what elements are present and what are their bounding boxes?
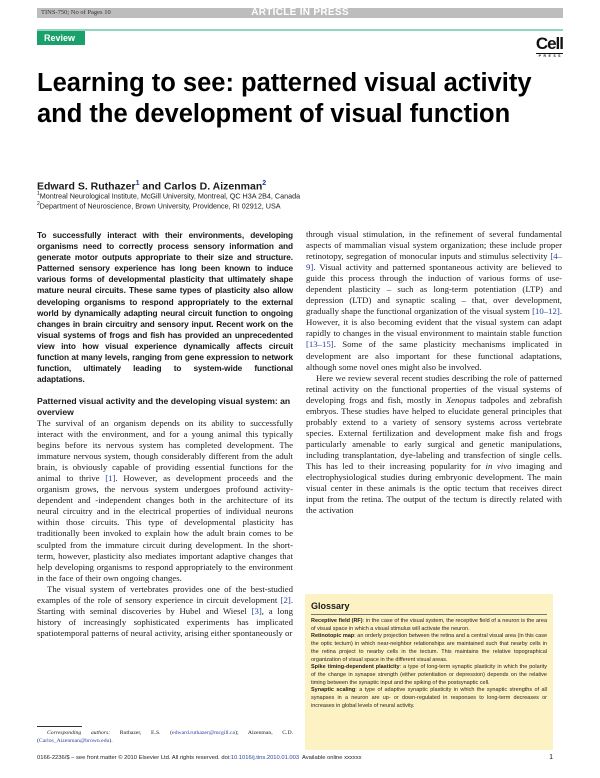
- paragraph: through visual stimulation, in the refinement of several fundamental aspects of mammalian visual system organization; these include proper retinotopy, segregation of monocular inputs and stimulus selectivity [4–9]. Visual activity and patterned spontaneous activity are believed to guide this process through the induction of various forms of use-dependent plasticity – such as long-term potentiation (LTP) and depression (LTD) and synaptic scaling – that, over development, gradually shape the functional organization of the visual system [10–12]. However, it is also becoming evident that the visual system can adapt rapidly to changes in the visual environment to maintain stable function [13–15]. Some of the same plasticity mechanisms implicated in development are also important for these functional adaptations, although some novel ones might also be involved.: [306, 229, 562, 372]
- header-divider: [37, 29, 563, 31]
- glossary-entry: Synaptic scaling: a type of adaptive synaptic plasticity in which the synaptic strengths of all synapses in a neuron are up- or down-regulated in responses to long-term decreases or increases in global levels of neural activity.: [311, 687, 547, 709]
- cell-press-logo: [536, 36, 563, 59]
- affiliation: [37, 190, 300, 200]
- section-heading: Patterned visual activity and the developing visual system: an overview: [37, 396, 291, 417]
- corresponding-author-footnote: Corresponding authors: Ruthazer, E.S. (edward.ruthazer@mcgill.ca); Aizenman, C.D. (Carlos_Aizenman@brown.edu).: [37, 730, 293, 744]
- citation-link[interactable]: [10–12]: [532, 306, 560, 317]
- affiliation-text: Montreal Neurological Institute, McGill University, Montreal, QC H3A 2B4, Canada: [39, 191, 301, 201]
- author-joiner: and: [139, 180, 165, 193]
- citation-link[interactable]: [3]: [251, 605, 262, 616]
- section-label: Review: [37, 31, 85, 45]
- doi-link[interactable]: 10.1016/j.tins.2010.01.003: [230, 755, 300, 761]
- citation-link[interactable]: [1]: [105, 473, 116, 484]
- affiliation-text: Department of Neuroscience, Brown University, Providence, RI 02912, USA: [39, 201, 281, 211]
- copyright-text: 0166-2236/$ – see front matter © 2010 Elsevier Ltd. All rights reserved. doi:: [37, 755, 231, 761]
- article-title: Learning to see: patterned visual activity and the development of visual function: [37, 69, 532, 128]
- footnote-rule: [37, 726, 82, 727]
- page-footer: [37, 754, 362, 762]
- affiliation-number: 2: [37, 201, 40, 207]
- running-header-bar: [37, 8, 563, 18]
- email-link[interactable]: edward.ruthazer@mcgill.ca: [172, 730, 236, 736]
- page-number: 1: [549, 754, 553, 761]
- affiliation-number: 1: [37, 191, 40, 197]
- glossary-box: [305, 594, 553, 750]
- affiliation-marker: 1: [135, 180, 140, 187]
- logo-text: Cell: [535, 34, 563, 53]
- email-link[interactable]: Carlos_Aizenman@brown.edu: [38, 738, 110, 744]
- glossary-entry: Retinotopic map: an orderly projection between the retina and a central visual area (in this case the optic tectum) in which near-neighbor relationships are maintained such that nearby cells in the retina project to nearby cells in the tectum. This maintains the relative topographical organization of visual space in the different visual areas.: [311, 633, 547, 663]
- abstract: To successfully interact with their environments, developing organisms need to correctly process sensory information and generate motor outputs appropriate to their size and structure. Patterned sensory experience has long been known to induce various forms of developmental plasticity that ultimately shape mature neural circuits. These same types of plasticity also allow developing organisms to respond appropriately to the external world by dynamically adapting neural circuit function to ongoing changes in brain circuitry and sensory input. Recent work on the visual systems of frogs and fish has provided an unprecedented view into how visual experience dynamically affects circuit function at many levels, ranging from gene expression to network function, ultimately leading to system-wide functional adaptations.: [37, 230, 293, 385]
- paragraph: The visual system of vertebrates provides one of the best-studied examples of the role of sensory experience in circuit development [2]. Starting with seminal discoveries by Hubel and Wiesel [3], a long history of increasingly sophisticated experiments has implicated spatiotemporal patterns of neural activity, arising either spontaneously or: [37, 583, 293, 638]
- logo-subtext: PRESS: [536, 53, 563, 59]
- availability-text: Available online xxxxxx: [299, 755, 362, 761]
- glossary-entry: Spike timing-dependent plasticity: a type of long-term synaptic plasticity in which the polarity of the change in synapse strength (either potentiation or depression) depends on the relative timing between the synaptic input and the spiking of the postsynaptic cell.: [311, 664, 547, 686]
- glossary-title: Glossary: [311, 600, 547, 615]
- citation-link[interactable]: [4–9]: [306, 251, 562, 273]
- author-name: Carlos D. Aizenman: [164, 180, 263, 193]
- left-column-body: [37, 418, 293, 639]
- author-name: Edward S. Ruthazer: [37, 180, 136, 193]
- article-in-press-banner: ARTICLE IN PRESS: [251, 7, 349, 18]
- glossary-entry: Receptive field (RF): in the case of the visual system, the receptive field of a neuron is the area of visual space in which a visual stimulus will activate the neuron.: [311, 618, 548, 632]
- citation-link[interactable]: [13–15]: [306, 339, 334, 350]
- paragraph: Here we review several recent studies describing the role of patterned retinal activity on the functional properties of the visual systems of developing frogs and fish, mostly in Xenopus tadpoles and zebrafish embryos. These studies have helped to elucidate general principles that probably extend to a variety of sensory systems across vertebrate species. External fertilization and development make fish and frogs particularly amenable to early surgical and genetic manipulations, including transplantation, dye-labeling and transfection of single cells. This has led to their increasing popularity for in vivo imaging and electrophysiological studies during embryonic development. The main visual center in these animals is the optic tectum that receives direct input from the retina. The output of the tectum is directly related with the activation: [306, 372, 562, 516]
- affiliation: [37, 200, 281, 210]
- paragraph: The survival of an organism depends on its ability to successfully interact with the environment, and for a young animal this typically begins before its nervous system has completed development. The immature nervous system, though considerably different from the adult brain, is obviously capable of providing essential functions for the animal to thrive [1]. However, as development proceeds and the organism grows, the nervous system undergoes profound activity-dependent and -independent changes both in the architecture of its neural circuitry and in the electrical properties of individual neurons within those circuits. This type of developmental plasticity has traditionally been invoked to explain how the adult brain comes to be sculpted from the immature circuit during development. In the short-term, however, plasticity also mediates important adaptive changes that help developing organisms to respond appropriately to the environment in the face of their own ongoing changes.: [37, 418, 293, 583]
- affiliation-marker: 2: [262, 180, 267, 187]
- journal-reference: TINS-750; No of Pages 10: [41, 9, 111, 16]
- citation-link[interactable]: [2]: [280, 594, 291, 605]
- right-column-body: [306, 229, 562, 516]
